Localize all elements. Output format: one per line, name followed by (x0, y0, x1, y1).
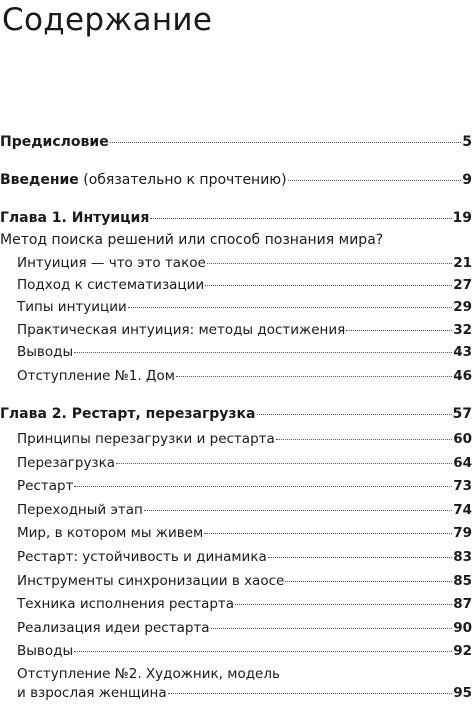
toc-entry-label: Отступление №2. Художник, модель (17, 666, 280, 682)
toc-entry-label: Перезагрузка (17, 455, 116, 471)
dot-leader (150, 218, 451, 219)
dot-leader (207, 263, 452, 264)
toc-page-number: 92 (453, 643, 472, 659)
toc-page-number: 19 (452, 210, 472, 226)
toc-entry[interactable] (17, 640, 472, 662)
toc-entry[interactable] (17, 296, 472, 318)
toc-entry-introduction[interactable] (0, 169, 472, 191)
toc-entry-label: Рестарт: устойчивость и динамика (17, 549, 267, 565)
toc-entry-note: (обязательно к прочтению) (78, 172, 287, 188)
dot-leader (276, 439, 452, 440)
toc-page-number: 32 (453, 322, 472, 338)
toc-page-number: 5 (462, 134, 472, 150)
dot-leader (346, 330, 452, 331)
toc-entry[interactable] (17, 274, 472, 296)
dot-leader (128, 307, 452, 308)
toc-page-number: 90 (453, 620, 472, 636)
dot-leader (285, 581, 452, 582)
toc-entry-label: Выводы (17, 344, 74, 360)
toc-entry-label: Введение (0, 172, 79, 188)
toc-entry[interactable] (17, 365, 472, 387)
toc-entry-label: Инструменты синхронизации в хаосе (17, 573, 285, 589)
toc-entry[interactable] (17, 475, 472, 497)
dot-leader (204, 533, 452, 534)
toc-page-number: 9 (462, 172, 472, 188)
toc-page-number: 27 (453, 277, 472, 293)
toc-page-number: 64 (453, 455, 472, 471)
toc-entry[interactable] (17, 546, 472, 568)
toc-entry-label: Глава 2. Рестарт, перезагрузка (0, 406, 256, 422)
toc-page-number: 73 (453, 478, 472, 494)
toc-entry-label: Принципы перезагрузки и рестарта (17, 431, 275, 447)
toc-entry-label: Предисловие (0, 134, 109, 150)
toc-page-number: 57 (452, 406, 472, 422)
dot-leader (74, 352, 452, 353)
toc-entry-preface[interactable] (0, 131, 472, 153)
toc-entry-label: Глава 1. Интуиция (0, 210, 150, 226)
toc-entry-label: Подход к систематизации (17, 277, 205, 293)
dot-leader (168, 693, 453, 694)
toc-entry-label: Мир, в котором мы живем (17, 525, 204, 541)
toc-page-number: 74 (453, 502, 472, 518)
toc-entry[interactable] (17, 499, 472, 521)
toc-entry[interactable] (17, 252, 472, 274)
toc-page-number: 21 (453, 255, 472, 271)
dot-leader (288, 180, 462, 181)
toc-page-number: 29 (453, 299, 472, 315)
toc-entry[interactable] (17, 617, 472, 639)
toc-entry-chapter-1[interactable] (0, 207, 472, 229)
toc-entry-label: Реализация идеи рестарта (17, 620, 210, 636)
dot-leader (176, 376, 452, 377)
toc-page-number: 79 (453, 525, 472, 541)
dot-leader (116, 463, 452, 464)
toc-entry-label: Техника исполнения рестарта (17, 596, 235, 612)
toc-entry-label: Выводы (17, 643, 74, 659)
toc-page-number: 87 (453, 596, 472, 612)
dot-leader (235, 604, 452, 605)
dot-leader (74, 651, 452, 652)
dot-leader (211, 628, 453, 629)
toc-entry[interactable] (17, 319, 472, 341)
toc-page-number: 43 (453, 344, 472, 360)
dot-leader (257, 414, 452, 415)
toc-entry-label: Интуиция — что это такое (17, 255, 206, 271)
toc-page-number: 95 (453, 685, 472, 701)
toc-entry-label: Рестарт (17, 478, 74, 494)
toc-entry-label: Отступление №1. Дом (17, 368, 175, 384)
toc-entry[interactable] (17, 341, 472, 363)
dot-leader (110, 142, 462, 143)
toc-entry[interactable] (17, 452, 472, 474)
toc-entry[interactable] (17, 570, 472, 592)
dot-leader (268, 557, 452, 558)
toc-page-number: 46 (453, 368, 472, 384)
dot-leader (144, 510, 452, 511)
toc-entry[interactable] (17, 593, 472, 615)
toc-entry[interactable] (17, 522, 472, 544)
page-title: Содержание (2, 2, 213, 38)
toc-entry-chapter-2[interactable] (0, 403, 472, 425)
toc-entry-label: и взрослая женщина (17, 685, 167, 701)
toc-page-number: 85 (453, 573, 472, 589)
toc-page-number: 83 (453, 549, 472, 565)
toc-entry-label: Переходный этап (17, 502, 143, 518)
toc-entry[interactable] (17, 428, 472, 450)
dot-leader (74, 486, 452, 487)
dot-leader (205, 285, 452, 286)
toc-entry-label: Практическая интуиция: методы достижения (17, 322, 346, 338)
toc-page-number: 60 (453, 431, 472, 447)
toc-entry-label: Типы интуиции (17, 299, 127, 315)
chapter-1-subtitle: Метод поиска решений или способ познания мира? (0, 232, 384, 248)
toc-entry-digression-2[interactable] (17, 682, 472, 704)
